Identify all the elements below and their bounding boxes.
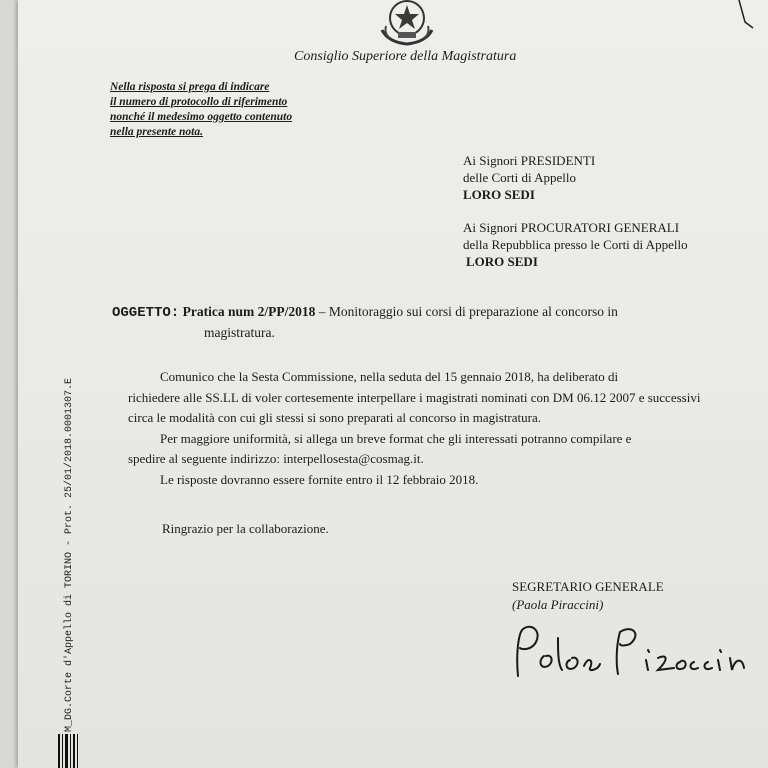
- subject-reference: Pratica num 2/PP/2018: [182, 304, 316, 319]
- subject-text: – Monitoraggio sui corsi di preparazione al concorso in: [315, 304, 618, 319]
- italian-republic-emblem-icon: [374, 0, 440, 46]
- recipient-sedi: LORO SEDI: [466, 254, 538, 269]
- protocol-note-line: nonché il medesimo oggetto contenuto: [110, 111, 293, 123]
- signer-title: SEGRETARIO GENERALE: [512, 579, 664, 594]
- protocol-note-line: il numero di protocollo di riferimento: [110, 96, 288, 108]
- signer-block: [512, 578, 664, 614]
- barcode-icon: [58, 734, 80, 768]
- body-paragraph-1-rest: richiedere alle SS.LL di voler cortesemente interpellare i magistrati nominati con DM 06.12 2007 e successivi circa le modalità con cui gli stessi si sono preparati al concorso in magistratura.: [128, 389, 701, 425]
- letter-page: [18, 0, 768, 768]
- corner-pen-mark: [733, 0, 763, 30]
- signer-name: (Paola Piraccini): [512, 597, 604, 612]
- recipient-sedi: LORO SEDI: [463, 187, 535, 202]
- letter-body: [128, 367, 719, 490]
- protocol-note-line: Nella risposta si prega di indicare: [110, 81, 270, 93]
- protocol-note-line: nella presente nota.: [110, 126, 203, 138]
- body-paragraph-1-line-1: Comunico che la Sesta Commissione, nella seduta del 15 gennaio 2018, ha deliberato di: [160, 369, 619, 384]
- recipient-procuratori: [463, 219, 688, 270]
- body-paragraph-2-rest: spedire al seguente indirizzo: interpellosesta@cosmag.it.: [128, 451, 424, 466]
- recipient-line: della Repubblica presso le Corti di Appello: [463, 237, 688, 252]
- body-paragraph-3: Le risposte dovranno essere fornite entro il 12 febbraio 2018.: [160, 471, 479, 487]
- recipient-line: Ai Signori PRESIDENTI: [463, 153, 596, 168]
- recipient-line: delle Corti di Appello: [463, 170, 577, 185]
- subject-continuation: magistratura.: [204, 325, 275, 340]
- institution-name: Consiglio Superiore della Magistratura: [294, 49, 517, 64]
- closing-line: Ringrazio per la collaborazione.: [162, 521, 329, 536]
- body-paragraph-2-line-1: Per maggiore uniformità, si allega un breve format che gli interessati potranno compilare e: [160, 430, 632, 446]
- recipient-presidenti: [463, 152, 595, 203]
- recipient-line: Ai Signori PROCURATORI GENERALI: [463, 220, 680, 235]
- handwritten-signature: [508, 616, 748, 686]
- protocol-note: [110, 80, 292, 140]
- subject-label: OGGETTO:: [112, 305, 180, 321]
- subject-line: [112, 302, 712, 342]
- protocol-side-stamp: M_DG.Corte d'Appello di TORINO - Prot. 25/01/2018.0001307.E: [64, 377, 75, 732]
